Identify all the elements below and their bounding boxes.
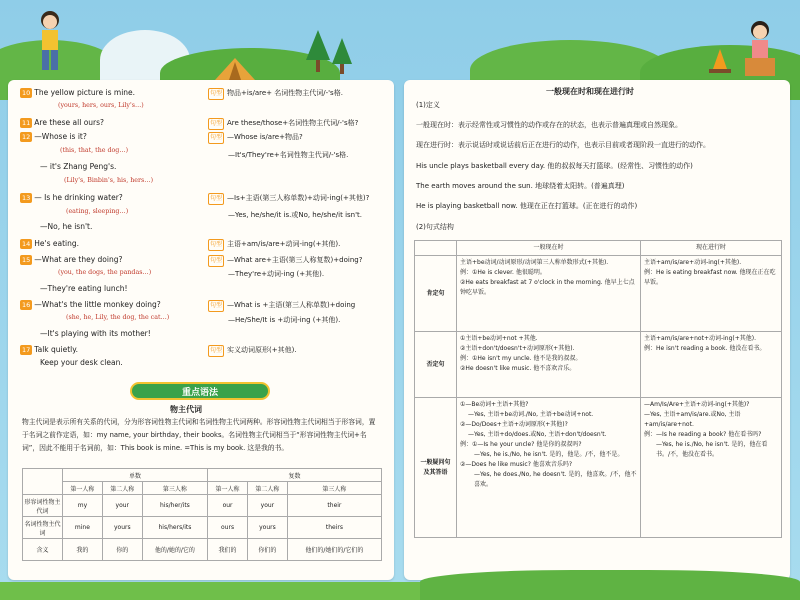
sentence-item-17 — [20, 345, 78, 355]
table-cell: your — [247, 495, 287, 517]
table-row-label: 否定句 — [415, 332, 457, 398]
pattern-item-12 — [208, 132, 303, 144]
table-row-label: 含义 — [23, 539, 63, 561]
item-number: 13 — [22, 194, 31, 202]
pattern-tag: 句型 — [208, 118, 224, 130]
substitution-hint: (you, the dogs, the pandas…) — [58, 269, 152, 276]
table-cell: your — [102, 495, 142, 517]
table-col-header: 第三人称 — [142, 482, 207, 495]
table-cell: yours — [102, 517, 142, 539]
pronoun-table — [22, 468, 382, 561]
cell-line: —Yes, he is./No, he isn't. 是的，他在看书。/不，他没在看书。 — [656, 441, 768, 458]
table-col-header: 现在进行时 — [641, 241, 782, 256]
cell-line: 例：①—Is he your uncle? 他是你的叔叔吗? — [460, 441, 582, 448]
table-row — [415, 398, 782, 538]
table-cell-present — [457, 398, 641, 538]
pattern-tag: 句型 — [208, 255, 224, 267]
cell-line: —Yes, 主语+do/does.或No, 主语+don't/doesn't. — [468, 431, 607, 438]
definition-present: 一般现在时：表示经常性或习惯性的动作或存在的状态，也表示普遍真理或自然现象。 — [416, 121, 682, 129]
answer-text: Keep your desk clean. — [40, 358, 123, 367]
table-cell: 他们的/她们的/它们的 — [287, 539, 381, 561]
table-cell-present — [457, 256, 641, 332]
table-cell: their — [287, 495, 381, 517]
table-cell: 我们的 — [208, 539, 248, 561]
table-cell: theirs — [287, 517, 381, 539]
item-number: 16 — [22, 301, 31, 309]
table-cell: 我的 — [63, 539, 103, 561]
pattern-text: —Is+主语(第三人称单数)+动词-ing(+其他)? — [227, 194, 370, 202]
table-corner-cell — [23, 469, 63, 495]
pattern-text: —What are+主语(第三人称复数)+doing? — [227, 256, 363, 264]
cell-line: ②—Do/Does+主语+动词原形(+其他)? — [460, 421, 568, 428]
pattern-item-16 — [208, 300, 355, 312]
cell-line: ②He doesn't like music. 他不喜欢音乐。 — [460, 365, 576, 372]
cell-line: —Yes, 主语+be动词./No, 主语+be动词+not. — [468, 411, 594, 418]
tense-structure-table — [414, 240, 782, 538]
table-cell: his/her/its — [142, 495, 207, 517]
cell-line: ②主语+don't/doesn't+动词原形(+其他). — [460, 345, 575, 352]
cell-line: ②He eats breakfast at 7 o'clock in the morning. 他早上七点钟吃早饭。 — [460, 279, 635, 296]
table-cell-progressive — [641, 332, 782, 398]
pattern-item-17 — [208, 345, 297, 357]
item-number: 11 — [22, 119, 31, 127]
campfire-decoration — [705, 45, 735, 75]
sentence-item-16 — [20, 300, 161, 310]
cell-line: 例：He isn't reading a book. 他没在看书。 — [644, 345, 766, 352]
sentence-item-15 — [20, 255, 122, 265]
substitution-hint: (this, that, the dog…) — [60, 147, 129, 154]
definition-heading: (1)定义 — [416, 101, 440, 109]
answer-pattern: —He/She/It is +动词-ing (+其他). — [228, 316, 341, 324]
table-col-header: 第二人称 — [247, 482, 287, 495]
table-cell: mine — [63, 517, 103, 539]
table-cell: ours — [208, 517, 248, 539]
table-cell-present — [457, 332, 641, 398]
pattern-item-10 — [208, 88, 343, 100]
answer-text: —They're eating lunch! — [40, 284, 128, 293]
table-col-header: 第一人称 — [63, 482, 103, 495]
pattern-item-13 — [208, 193, 369, 205]
table-cell: yours — [247, 517, 287, 539]
cell-line: ①—Be动词+主语+其他? — [460, 401, 529, 408]
table-row — [23, 517, 382, 539]
item-number: 12 — [22, 133, 31, 141]
table-row — [23, 539, 382, 561]
section-subheading: 物主代词 — [170, 405, 202, 414]
table-cell-progressive — [641, 256, 782, 332]
table-row-label: 肯定句 — [415, 256, 457, 332]
cell-line: 主语+am/is/are+not+动词-ing(+其他). — [644, 335, 757, 342]
cell-line: —Yes, 主语+am/is/are.或No, 主语+am/is/are+not. — [644, 411, 741, 428]
answer-pattern: —They're+动词-ing (+其他). — [228, 270, 325, 278]
answer-text: —No, he isn't. — [40, 222, 93, 231]
item-number: 10 — [22, 89, 31, 97]
pattern-item-15 — [208, 255, 362, 267]
table-row — [23, 495, 382, 517]
table-col-header: 一般现在时 — [457, 241, 641, 256]
pattern-item-14 — [208, 239, 340, 251]
answer-pattern: —It's/They're+名词性物主代词/-'s格. — [228, 151, 349, 159]
grammar-paragraph: 物主代词是表示所有关系的代词，分为形容词性物主代词和名词性物主代词两种。形容词性物主代词相当于形容词，置于名词之前作定语，如：my name, your birthday, their books。名词性物主代词相当于“形容词性物主代词+名词”，因此不能用于名词前，如：This book is mine. =This is my book. 这是我的书。 — [22, 418, 376, 452]
pattern-text: 主语+am/is/are+动词-ing(+其他). — [227, 240, 341, 248]
pattern-tag: 句型 — [208, 300, 224, 312]
sentence-text: Talk quietly. — [34, 345, 79, 354]
cell-line: 例：①He is clever. 他很聪明。 — [460, 269, 546, 276]
table-corner-cell — [415, 241, 457, 256]
pattern-item-11 — [208, 118, 358, 130]
table-cell: 你的 — [102, 539, 142, 561]
example-sentence: His uncle plays basketball every day. 他的叔叔每天打篮球。(经常性、习惯性的动作) — [416, 162, 693, 170]
table-row — [23, 469, 382, 482]
sentence-item-11 — [20, 118, 104, 128]
example-sentence: He is playing basketball now. 他现在正在打篮球。(正在进行的动作) — [416, 202, 638, 210]
table-row — [23, 482, 382, 495]
pattern-tag: 句型 — [208, 193, 224, 205]
pattern-text: Are these/those+名词性物主代词/-'s格? — [227, 119, 359, 127]
item-number: 15 — [22, 256, 31, 264]
cell-line: 例：—Is he reading a book? 他在看书吗? — [644, 431, 762, 438]
table-cell: my — [63, 495, 103, 517]
table-row-label: 形容词性物主代词 — [23, 495, 63, 517]
item-number: 17 — [22, 346, 31, 354]
tent-decoration — [215, 58, 255, 82]
sentence-text: —What's the little monkey doing? — [34, 300, 161, 309]
sentence-text: He's eating. — [34, 239, 80, 248]
substitution-hint: (Lily's, Binbin's, his, hers…) — [64, 177, 154, 184]
pattern-tag: 句型 — [208, 239, 224, 251]
substitution-hint: (yours, hers, ours, Lily's…) — [58, 102, 144, 109]
tree-decoration — [300, 30, 360, 80]
structure-heading: (2)句式结构 — [416, 223, 454, 231]
table-cell-progressive — [641, 398, 782, 538]
table-col-header: 第三人称 — [287, 482, 381, 495]
table-row — [415, 241, 782, 256]
substitution-hint: (eating, sleeping…) — [66, 208, 129, 215]
answer-text: — it's Zhang Peng's. — [40, 162, 117, 171]
definition-progressive: 现在进行时：表示说话时或说话前后正在进行的动作，也表示目前或者现阶段一直进行的动作。 — [416, 141, 710, 149]
table-group-header: 复数 — [208, 469, 382, 482]
pattern-text: —Whose is/are+物品? — [227, 133, 303, 141]
sentence-item-14 — [20, 239, 79, 249]
section-banner: 重点语法 — [130, 382, 270, 400]
cell-line: 例：①He isn't my uncle. 他不是我的叔叔。 — [460, 355, 582, 362]
table-row-label: 名词性物主代词 — [23, 517, 63, 539]
character-girl-illustration — [735, 18, 785, 88]
cell-line: 主语+be动词/动词原形/动词第三人称单数形式(+其他). — [460, 259, 609, 266]
sentence-text: The yellow picture is mine. — [34, 88, 136, 97]
cell-line: —Am/Is/Are+主语+动词-ing(+其他)? — [644, 401, 750, 408]
answer-text: —It's playing with its mother! — [40, 329, 151, 338]
ground-decoration — [420, 570, 800, 600]
pattern-text: 物品+is/are+ 名词性物主代词/-'s格. — [227, 89, 343, 97]
table-cell: 他的/她的/它的 — [142, 539, 207, 561]
table-row — [415, 256, 782, 332]
example-sentence: The earth moves around the sun. 地球绕着太阳转。(普遍真理) — [416, 182, 625, 190]
pattern-text: —What is +主语(第三人称单数)+doing — [227, 301, 356, 309]
table-cell: 你们的 — [247, 539, 287, 561]
character-boy-illustration — [30, 8, 70, 78]
cell-line: 例：He is eating breakfast now. 他现在正在吃早饭。 — [644, 269, 776, 286]
table-cell: his/hers/its — [142, 517, 207, 539]
table-cell: our — [208, 495, 248, 517]
sentence-item-12 — [20, 132, 87, 142]
cell-line: —Yes, he is./No, he isn't. 是的，他是。/不，他不是。 — [474, 451, 624, 458]
answer-pattern: —Yes, he/she/it is.或No, he/she/it isn't. — [228, 211, 362, 219]
table-row — [415, 332, 782, 398]
sentence-text: — Is he drinking water? — [34, 193, 123, 202]
cell-line: ①主语+be动词+not +其他. — [460, 335, 538, 342]
cell-line: 主语+am/is/are+动词-ing(+其他). — [644, 259, 742, 266]
sentence-text: —What are they doing? — [34, 255, 123, 264]
pattern-tag: 句型 — [208, 132, 224, 144]
sentence-item-13 — [20, 193, 123, 203]
table-group-header: 单数 — [63, 469, 208, 482]
table-row-label: 一般疑问句及其答语 — [415, 398, 457, 538]
cell-line: —Yes, he does./No, he doesn't. 是的，他喜欢。/不，他不喜欢。 — [474, 471, 637, 488]
substitution-hint: (she, he, Lily, the dog, the cat…) — [66, 314, 170, 321]
table-col-header: 第二人称 — [102, 482, 142, 495]
table-col-header: 第一人称 — [208, 482, 248, 495]
sentence-item-10 — [20, 88, 135, 98]
cell-line: ②—Does he like music? 他喜欢音乐吗? — [460, 461, 573, 468]
sentence-text: —Whose is it? — [34, 132, 87, 141]
pattern-tag: 句型 — [208, 88, 224, 100]
pattern-text: 实义动词原形(+其他). — [227, 346, 297, 354]
pattern-tag: 句型 — [208, 345, 224, 357]
item-number: 14 — [22, 240, 31, 248]
page-title: 一般现在时和现在进行时 — [546, 87, 634, 96]
sentence-text: Are these all ours? — [34, 118, 105, 127]
